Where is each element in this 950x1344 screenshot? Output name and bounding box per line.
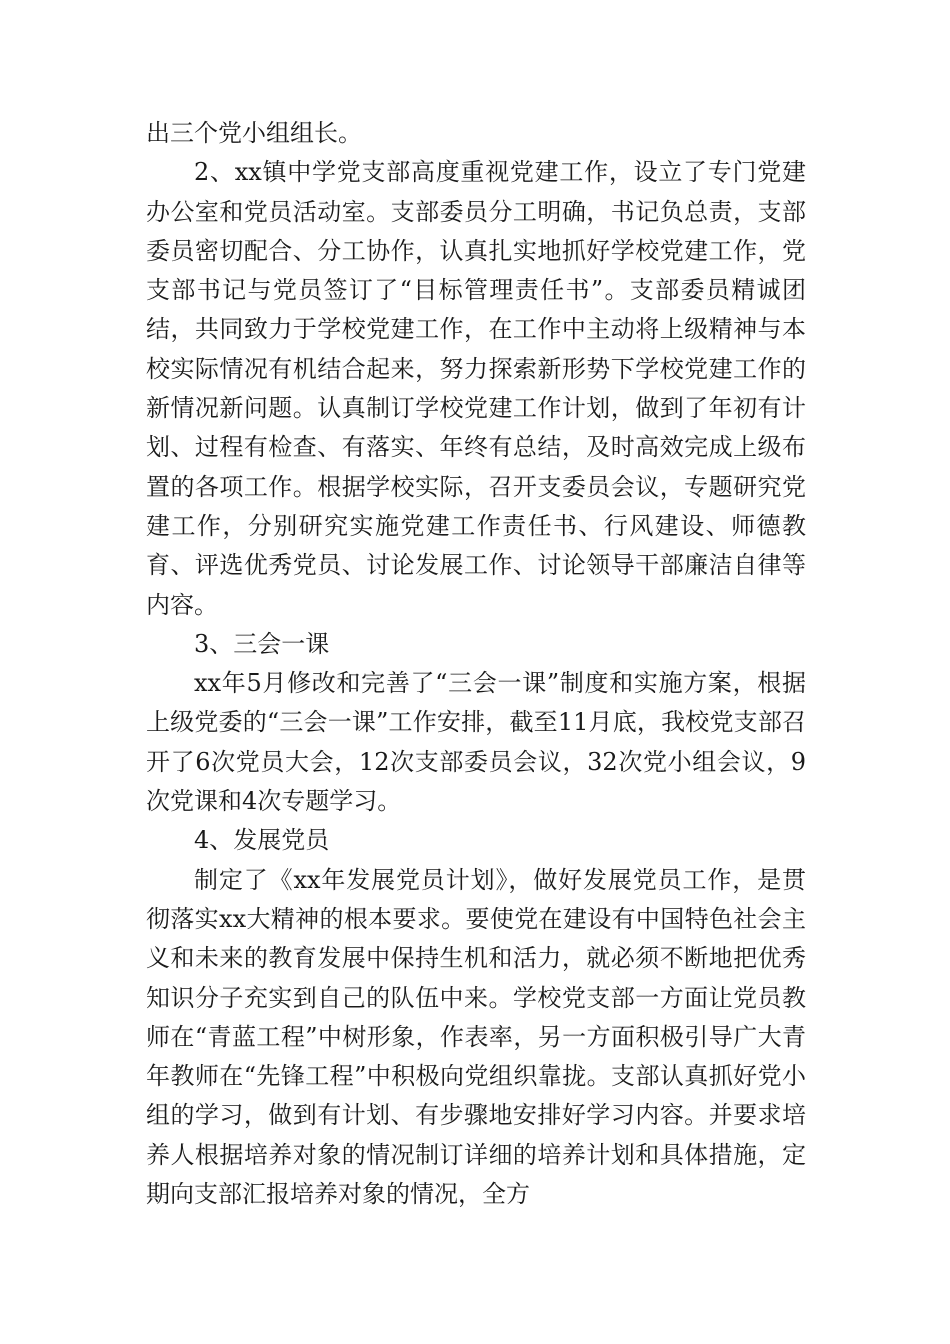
paragraph-party-building: 2、xx镇中学党支部高度重视党建工作，设立了专门党建办公室和党员活动室。支部委员分工明确，书记负总责，支部委员密切配合、分工协作，认真扎实地抓好学校党建工作，党支部书记与党员签订了“目标管理责任书”。支部委员精诚团结，共同致力于学校党建工作，在工作中主动将上级精神与本校实际情况有机结合起来，努力探索新形势下学校党建工作的新情况新问题。认真制订学校党建工作计划，做到了年初有计划、过程有检查、有落实、年终有总结，及时高效完成上级布置的各项工作。根据学校实际，召开支委员会议，专题研究党建工作，分别研究实施党建工作责任书、行风建设、师德教育、评选优秀党员、讨论发展工作、讨论领导干部廉洁自律等内容。 [146, 158, 806, 619]
paragraph-develop-members: 制定了《xx年发展党员计划》，做好发展党员工作，是贯彻落实xx大精神的根本要求。要使党在建设有中国特色社会主义和未来的教育发展中保持生机和活力，就必须不断地把优秀知识分子充实到自己的队伍中来。学校党支部一方面让党员教师在“青蓝工程”中树形象，作表率，另一方面积极引导广大青年教师在“先锋工程”中积极向党组织靠拢。支部认真抓好党小组的学习，做到有计划、有步骤地安排好学习内容。并要求培养人根据培养对象的情况制订详细的培养计划和具体措施，定期向支部汇报培养对象的情况，全方 [146, 865, 806, 1209]
document-body [146, 114, 806, 1214]
section-heading-develop-members: 4、发展党员 [194, 826, 330, 855]
section-heading-three-meetings: 3、三会一课 [194, 629, 330, 658]
paragraph-three-meetings: xx年5月修改和完善了“三会一课”制度和实施方案，根据上级党委的“三会一课”工作安排，截至11月底，我校党支部召开了6次党员大会，12次支部委员会议，32次党小组会议，9次党课和4次专题学习。 [146, 669, 806, 816]
paragraph-continuation: 出三个党小组组长。 [146, 119, 362, 147]
